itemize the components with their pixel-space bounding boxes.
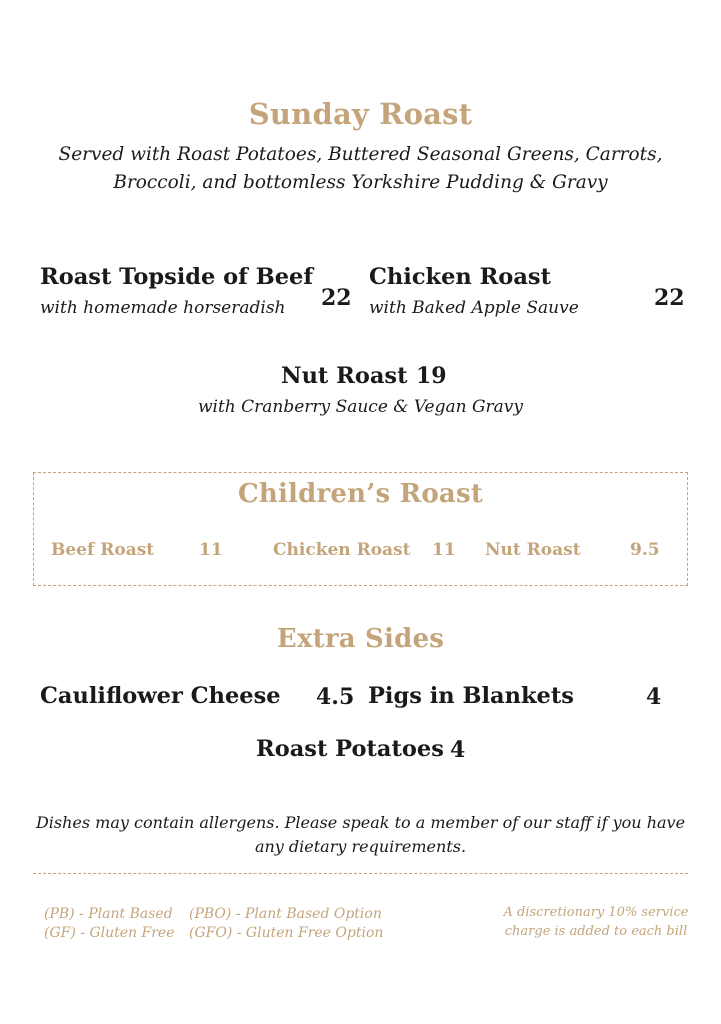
allergen-note: [0, 811, 721, 859]
dish-price-nut: 19: [416, 363, 447, 389]
dish-description-nut: with Cranberry Sauce & Vegan Gravy: [197, 397, 524, 417]
side-name-pigs: Pigs in Blankets: [368, 683, 574, 709]
dish-price-beef: 22: [321, 285, 352, 311]
side-name-potatoes: Roast Potatoes: [256, 736, 444, 762]
legend-plant-based: (PB) - Plant Based: [44, 906, 173, 922]
side-price-pigs: 4: [646, 684, 662, 710]
legend-gluten-free-option: (GFO) - Gluten Free Option: [189, 925, 384, 941]
side-price-cauliflower: 4.5: [316, 684, 355, 710]
kids-price-nut: 9.5: [630, 540, 660, 560]
dish-description-beef: with homemade horseradish: [40, 298, 286, 318]
childrens-roast-title: Children’s Roast: [237, 479, 484, 509]
kids-item-chicken: Chicken Roast: [273, 540, 411, 560]
dish-name-chicken: Chicken Roast: [369, 264, 551, 290]
extra-sides-title: Extra Sides: [276, 624, 445, 654]
kids-item-beef: Beef Roast: [51, 540, 155, 560]
legend-gluten-free: (GF) - Gluten Free: [44, 925, 175, 941]
service-charge-line-2: charge is added to each bill: [504, 924, 688, 939]
subtitle: [0, 141, 721, 197]
dish-price-chicken: 22: [654, 285, 685, 311]
kids-price-chicken: 11: [432, 540, 456, 560]
legend-plant-based-option: (PBO) - Plant Based Option: [189, 906, 382, 922]
footer-divider: [33, 873, 688, 874]
allergen-note-line-1: Dishes may contain allergens. Please speak to a member of our staff if you have: [35, 813, 686, 832]
side-name-cauliflower: Cauliflower Cheese: [40, 683, 281, 709]
subtitle-line-2: Broccoli, and bottomless Yorkshire Pudding & Gravy: [113, 172, 608, 193]
side-price-potatoes: 4: [450, 737, 466, 763]
service-charge-note: [496, 903, 696, 941]
kids-price-beef: 11: [199, 540, 223, 560]
kids-item-nut: Nut Roast: [485, 540, 581, 560]
dish-description-chicken: with Baked Apple Sauve: [369, 298, 579, 318]
allergen-note-line-2: any dietary requirements.: [254, 837, 467, 856]
dish-name-beef: Roast Topside of Beef: [40, 264, 314, 290]
page-title: Sunday Roast: [248, 97, 473, 131]
service-charge-line-1: A discretionary 10% service: [503, 905, 689, 920]
subtitle-line-1: Served with Roast Potatoes, Buttered Seasonal Greens, Carrots,: [58, 144, 663, 165]
dish-name-nut: Nut Roast: [281, 363, 408, 389]
